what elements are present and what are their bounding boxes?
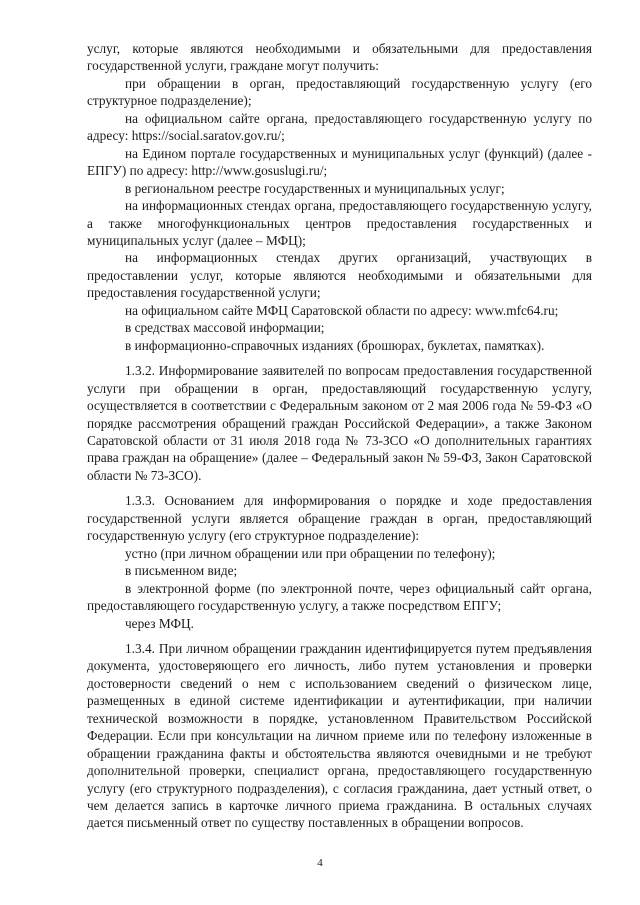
list-item-mfc-site: на официальном сайте МФЦ Саратовской области по адресу: www.mfc64.ru; bbox=[125, 302, 559, 318]
list-item-regional-registry: в региональном реестре государственных и муниципальных услуг; bbox=[125, 180, 505, 196]
list-item-oral: устно (при личном обращении или при обращении по телефону); bbox=[125, 545, 496, 561]
list-item-in-person: при обращении в орган, предоставляющий государственную услугу (его структурное подразделение); bbox=[87, 75, 592, 109]
list-item-epgu: на Едином портале государственных и муниципальных услуг (функций) (далее - ЕПГУ) по адресу: http://www.gosuslugi.ru/; bbox=[87, 145, 592, 179]
section-1-3-4: 1.3.4. При личном обращении гражданин идентифицируется путем предъявления документа, удостоверяющего его личность, либо путем установления и проверки достоверности сведений о нем с использованием сведений о физическом лице, размещенных в единой системе идентификации и аутентификации, при наличии технической возможности в порядке, установленном Правительством Российской Федерации. Если при консультации на личном приеме или по телефону изложенные в обращении гражданина факты и обстоятельства являются очевидными и не требуют дополнительной проверки, специалист органа, предоставляющего государственную услугу (его структурного подразделения), с согласия гражданина, дает устный ответ, о чем делается запись в карточке личного приема гражданина. В остальных случаях дается письменный ответ по существу поставленных в обращении вопросов. bbox=[87, 640, 592, 831]
list-item-other-stands: на информационных стендах других организаций, участвующих в предоставлении услуг, которые являются необходимыми и обязательными для предоставления государственной услуги; bbox=[87, 250, 592, 301]
section-1-3-2: 1.3.2. Информирование заявителей по вопросам предоставления государственной услуги при обращении в орган, предоставляющий государственную услугу, осуществляется в соответствии с Федеральным законом от 2 мая 2006 года № 59-ФЗ «О порядке рассмотрения обращений граждан Российской Федерации», а также Законом Саратовской области от 31 июля 2018 года № 73-ЗСО «О дополнительных гарантиях права граждан на обращение» (далее – Федеральный закон № 59-ФЗ, Закон Саратовской области № 73-ЗСО). bbox=[87, 363, 592, 483]
list-item-publications: в информационно-справочных изданиях (брошюрах, буклетах, памятках). bbox=[125, 337, 545, 353]
page-number: 4 bbox=[317, 857, 323, 869]
list-item-electronic: в электронной форме (по электронной почте, через официальный сайт органа, предоставляющего государственную услугу, а также посредством ЕПГУ; bbox=[87, 580, 592, 614]
section-1-3-3: 1.3.3. Основанием для информирования о порядке и ходе предоставления государственной услуги является обращение граждан в орган, предоставляющий государственную услугу (его структурное подразделение): bbox=[87, 493, 592, 544]
list-item-info-stands: на информационных стендах органа, предоставляющего государственную услугу, а также многофункциональных центров предоставления государственных и муниципальных услуг (далее – МФЦ); bbox=[87, 198, 592, 248]
list-item-mass-media: в средствах массовой информации; bbox=[125, 320, 325, 336]
list-item-written: в письменном виде; bbox=[125, 563, 238, 579]
document-body bbox=[87, 40, 592, 832]
paragraph-continuation: услуг, которые являются необходимыми и обязательными для предоставления государственной услуги, граждане могут получить: bbox=[87, 41, 592, 74]
list-item-via-mfc: через МФЦ. bbox=[125, 615, 194, 631]
list-item-official-site: на официальном сайте органа, предоставляющего государственную услугу по адресу: https://social.saratov.gov.ru/; bbox=[87, 110, 592, 144]
